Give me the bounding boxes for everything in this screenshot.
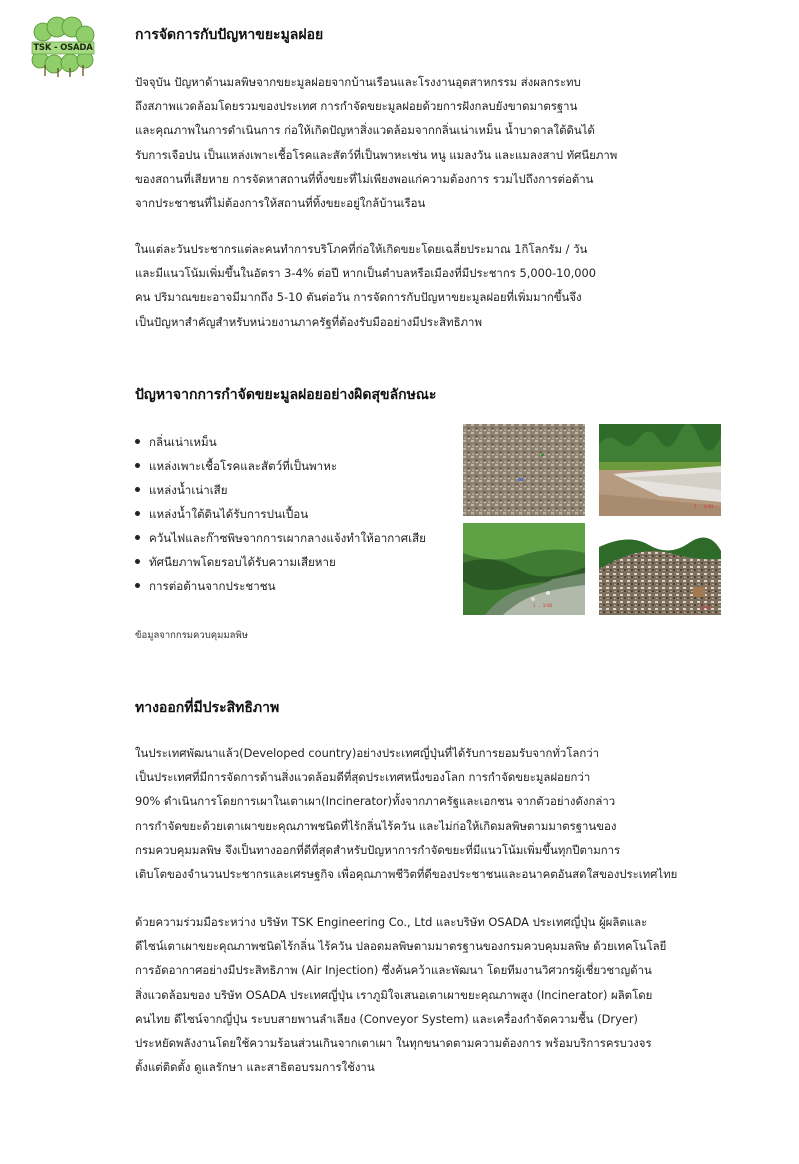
text-line: ในแต่ละวันประชากรแต่ละคนทำการบริโภคที่ก่อให้เกิดขยะโดยเฉลี่ยประมาณ 1กิโลกรัม / วัน — [135, 242, 588, 256]
photo-garbage-pile — [463, 424, 585, 516]
bullet-icon — [135, 535, 140, 540]
list-item-label: ควันไฟและก๊าซพิษจากการเผากลางแจ้งทำให้อากาศเสีย — [149, 531, 426, 545]
list-item — [135, 454, 426, 478]
text-line: ในประเทศพัฒนาแล้ว(Developed country)อย่างประเทศญี่ปุ่นที่ได้รับการยอมรับจากทั่วโลกว่า — [135, 746, 600, 760]
photo-dump-site-forest — [599, 424, 721, 516]
source-note: ข้อมูลจากกรมควบคุมมลพิษ — [135, 630, 248, 641]
logo-text: TSK - OSADA — [33, 43, 93, 53]
bullet-icon — [135, 439, 140, 444]
paragraph-intro — [135, 70, 655, 215]
list-item — [135, 478, 426, 502]
text-line: ประหยัดพลังงานโดยใช้ความร้อนส่วนเกินจากเตาเผา ในทุกขนาดตามความต้องการ พร้อมบริการครบวงจร — [135, 1036, 652, 1051]
list-item — [135, 574, 426, 598]
paragraph-waste-statistics — [135, 237, 655, 334]
text-line: ปัจจุบัน ปัญหาด้านมลพิษจากขยะมูลฝอยจากบ้านเรือนและโรงงานอุตสาหกรรม ส่งผลกระทบ — [135, 75, 581, 89]
list-item-label: กลิ่นเน่าเหม็น — [149, 435, 217, 449]
text-line: และมีแนวโน้มเพิ่มขึ้นในอัตรา 3-4% ต่อปี หากเป็นตำบลหรือเมืองที่มีประชากร 5,000-10,000 — [135, 266, 597, 281]
svg-text:3/03: 3/03 — [701, 605, 711, 610]
paragraph-partnership — [135, 910, 667, 1079]
text-line: ถึงสภาพแวดล้อมโดยรวมของประเทศ การกำจัดขยะมูลฝอยด้วยการฝังกลบยังขาดมาตรฐาน — [135, 99, 578, 114]
problem-list — [135, 430, 426, 598]
text-line: การอัดอากาศอย่างมีประสิทธิภาพ (Air Injection) ซึ่งค้นคว้าและพัฒนา โดยทีมงานวิศวกรผู้เชี่ยวชาญด้าน — [135, 963, 652, 978]
list-item-label: แหล่งเพาะเชื้อโรคและสัตว์ที่เป็นพาหะ — [149, 459, 338, 473]
text-line: ตั้งแต่ติดตั้ง ดูแลรักษา และสาธิตอบรมการใช้งาน — [135, 1060, 375, 1075]
svg-text:2 . 3/03: 2 . 3/03 — [694, 504, 714, 509]
list-item-label: แหล่งน้ำเน่าเสีย — [149, 483, 228, 497]
text-line: รับการเจือปน เป็นแหล่งเพาะเชื้อโรคและสัตว์ที่เป็นพาหะเช่น หนู แมลงวัน และแมลงสาป ทัศนียภาพ — [135, 147, 618, 162]
text-line: เป็นประเทศที่มีการจัดการด้านสิ่งแวดล้อมดีที่สุดประเทศหนึ่งของโลก การกำจัดขยะมูลฝอยกว่า — [135, 770, 591, 785]
photo-open-dump-sky — [599, 523, 721, 615]
text-line: ของสถานที่เสียหาย การจัดหาสถานที่ทิ้งขยะที่ไม่เพียงพอแก่ความต้องการ รวมไปถึงการต่อต้าน — [135, 171, 594, 186]
text-line: เป็นปัญหาสำคัญสำหรับหน่วยงานภาครัฐที่ต้องรับมืออย่างมีประสิทธิภาพ — [135, 314, 482, 329]
list-item — [135, 502, 426, 526]
list-item — [135, 526, 426, 550]
bullet-icon — [135, 511, 140, 516]
text-line: กรมควบคุมมลพิษ จึงเป็นทางออกที่ดีที่สุดสำหรับปัญหาการกำจัดขยะที่มีแนวโน้มเพิ่มขึ้นทุกปีตามการ — [135, 842, 621, 857]
text-line: 90% ดำเนินการโดยการเผาในเตาเผา(Incinerator)ทั้งจากภาครัฐและเอกชน จากตัวอย่างดังกล่าว — [135, 794, 616, 809]
text-line: คนไทย ดีไซน์จากญี่ปุ่น ระบบสายพานลำเลียง (Conveyor System) และเครื่องกำจัดความชื้น (Dryer) — [135, 1011, 638, 1026]
list-item-label: การต่อต้านจากประชาชน — [149, 579, 276, 593]
paragraph-developed-country — [135, 741, 678, 886]
bullet-icon — [135, 559, 140, 564]
text-line: ด้วยความร่วมมือระหว่าง บริษัท TSK Engineering Co., Ltd และบริษัท OSADA ประเทศญี่ปุ่น ผู้ผลิตและ — [135, 915, 648, 929]
bullet-icon — [135, 583, 140, 588]
bullet-icon — [135, 487, 140, 492]
text-line: และคุณภาพในการดำเนินการ ก่อให้เกิดปัญหาสิ่งแวดล้อมจากกลิ่นเน่าเหม็น น้ำบาดาลใต้ดินได้ — [135, 123, 595, 138]
text-line: เติบโตของจำนวนประชากรและเศรษฐกิจ เพื่อคุณภาพชีวิตที่ดีของประชาชนและอนาคตอันสดใสของประเทศไทย — [135, 867, 678, 882]
text-line: การกำจัดขยะด้วยเตาเผาขยะคุณภาพชนิดที่ไร้กลิ่นไร้ควัน และไม่ก่อให้เกิดมลพิษตามมาตรฐานของ — [135, 818, 617, 833]
svg-text:1 . 3/03: 1 . 3/03 — [533, 603, 553, 608]
text-line: คน ปริมาณขยะอาจมีมากถึง 5-10 ตันต่อวัน การจัดการกับปัญหาขยะมูลฝอยที่เพิ่มมากขึ้นจึง — [135, 290, 582, 305]
section-title-waste-management: การจัดการกับปัญหาขยะมูลฝอย — [135, 27, 324, 43]
section-title-improper-disposal-problems: ปัญหาจากการกำจัดขยะมูลฝอยอย่างผิดสุขลักษณะ — [135, 387, 437, 403]
bullet-icon — [135, 463, 140, 468]
section-title-effective-solution: ทางออกที่มีประสิทธิภาพ — [135, 700, 280, 716]
photo-polluted-stream — [463, 523, 585, 615]
list-item-label: ทัศนียภาพโดยรอบได้รับความเสียหาย — [149, 555, 336, 569]
list-item — [135, 430, 426, 454]
list-item — [135, 550, 426, 574]
text-line: จากประชาชนที่ไม่ต้องการให้สถานที่ทิ้งขยะอยู่ใกล้บ้านเรือน — [135, 196, 426, 211]
text-line: สิ่งแวดล้อมของ บริษัท OSADA ประเทศญี่ปุ่น เราภูมิใจเสนอเตาเผาขยะคุณภาพสูง (Incinerator) ผลิตโดย — [135, 987, 653, 1002]
tsk-osada-logo — [30, 16, 96, 78]
text-line: ดีไซน์เตาเผาขยะคุณภาพชนิดไร้กลิ่น ไร้ควัน ปลอดมลพิษตามมาตรฐานของกรมควบคุมมลพิษ ด้วยเทคโนโลยี — [135, 939, 667, 954]
list-item-label: แหล่งน้ำใต้ดินได้รับการปนเปื้อน — [149, 507, 309, 521]
